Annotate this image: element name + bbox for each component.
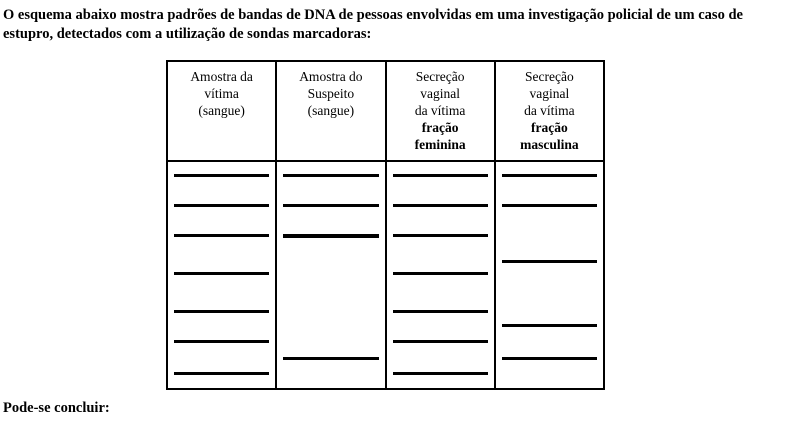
dna-band — [283, 204, 378, 207]
lane-header-line-bold: fração — [531, 120, 568, 135]
gel-lane-header-vaginal-male-fraction — [496, 62, 603, 162]
gel-lane-header-victim-blood — [168, 62, 275, 162]
lane-header-line: (sangue) — [307, 103, 355, 118]
lane-header-line: vítima — [204, 86, 239, 101]
dna-band — [393, 372, 488, 375]
lane-header-line: vaginal — [529, 86, 570, 101]
lane-header-line-bold: fração — [421, 120, 459, 135]
dna-band — [393, 204, 488, 207]
lane-header-line: da vítima — [524, 103, 575, 118]
gel-lane-header-suspect-blood — [277, 62, 384, 162]
dna-band — [393, 174, 488, 177]
dna-band — [174, 310, 269, 313]
lane-header-line-bold: feminina — [414, 137, 466, 152]
lane-header-line: (sangue) — [198, 103, 245, 118]
gel-lane-header-vaginal-female-fraction — [387, 62, 494, 162]
lane-header-line: Amostra da — [190, 69, 253, 84]
dna-band — [393, 272, 488, 275]
dna-band — [174, 340, 269, 343]
dna-band — [502, 204, 597, 207]
dna-band — [502, 324, 597, 327]
dna-band — [283, 234, 378, 238]
dna-gel-diagram — [166, 60, 605, 390]
lane-header-line: Suspeito — [307, 86, 355, 101]
dna-band — [174, 204, 269, 207]
lane-header-line: Secreção — [415, 69, 465, 84]
dna-band — [502, 174, 597, 177]
intro-paragraph: O esquema abaixo mostra padrões de bandas de DNA de pessoas envolvidas em uma investigação policial de um caso de estupro, detectados com a utilização de sondas marcadoras: — [3, 7, 743, 42]
dna-band — [393, 234, 488, 237]
conclusion-text: Pode-se concluir: — [3, 400, 110, 416]
gel-lane-bands-vaginal-female-fraction — [387, 162, 494, 388]
dna-band — [174, 272, 269, 275]
dna-band — [283, 174, 378, 177]
dna-band — [393, 310, 488, 313]
dna-band — [283, 357, 378, 360]
dna-band — [174, 174, 269, 177]
dna-band — [174, 234, 269, 237]
lane-header-line-bold: masculina — [520, 137, 579, 152]
gel-lane-bands-victim-blood — [168, 162, 275, 388]
gel-lane-bands-suspect-blood — [277, 162, 384, 388]
gel-lane-bands-vaginal-male-fraction — [496, 162, 603, 388]
gel-lane-vaginal-male-fraction — [496, 62, 603, 388]
lane-header-line: da vítima — [414, 103, 466, 118]
lane-header-line: vaginal — [420, 86, 460, 101]
lane-header-line: Amostra do — [299, 69, 363, 84]
gel-lane-vaginal-female-fraction — [387, 62, 496, 388]
dna-band — [502, 260, 597, 263]
gel-lane-suspect-blood — [277, 62, 386, 388]
dna-band — [174, 372, 269, 375]
dna-band — [393, 340, 488, 343]
lane-header-line: Secreção — [525, 69, 574, 84]
gel-lane-victim-blood — [168, 62, 277, 388]
dna-band — [502, 357, 597, 360]
